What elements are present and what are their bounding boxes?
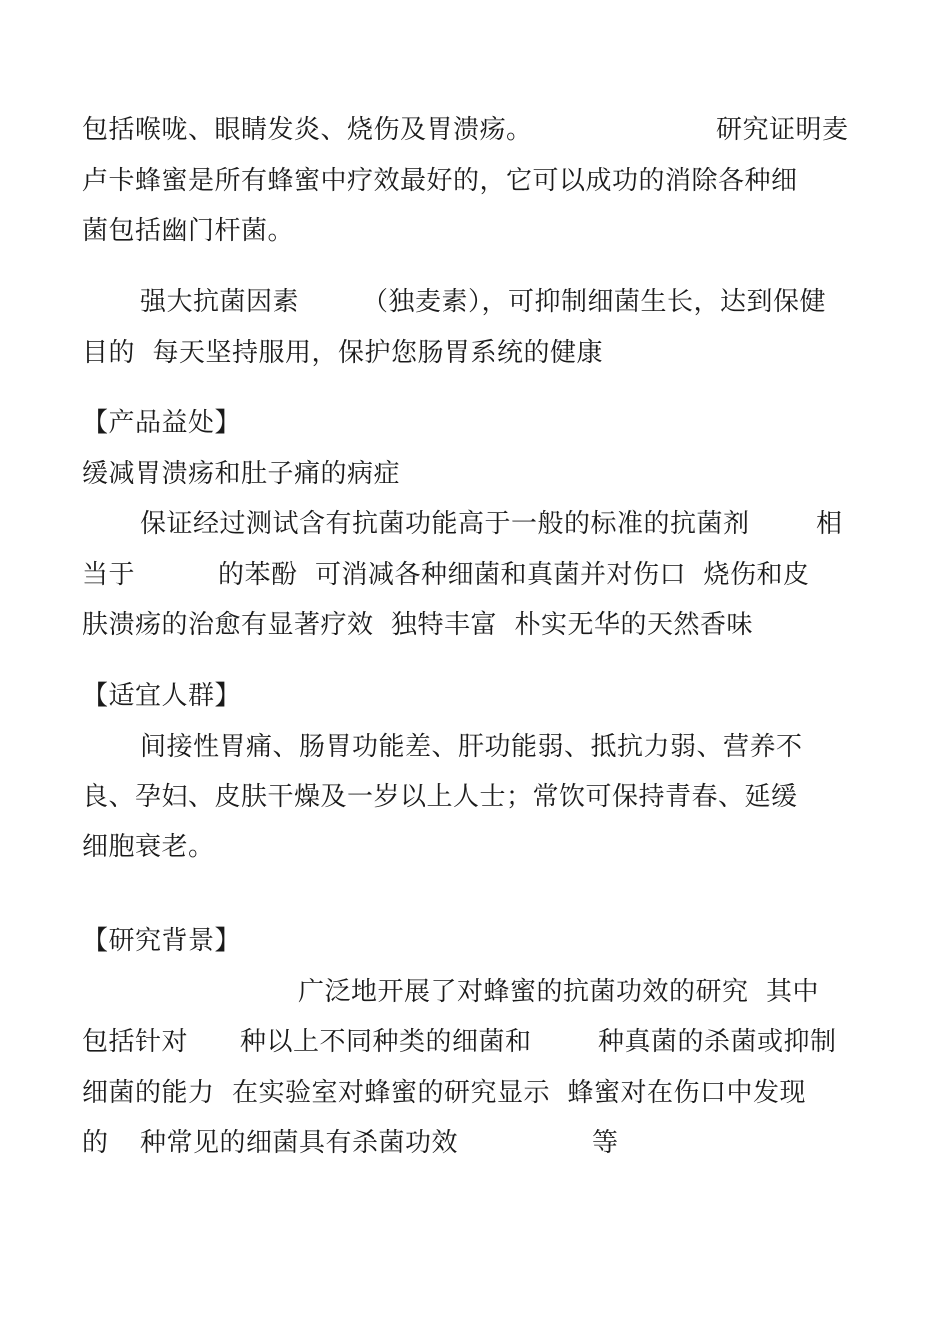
benefits-line-3-start: 当于 — [82, 560, 136, 590]
intro-line-1-tail: 研究证明麦 — [716, 115, 849, 145]
antibacterial-line-1-start: 强大抗菌因素 — [140, 287, 300, 317]
audience-line-2: 良、孕妇、皮肤干燥及一岁以上人士；常饮可保持青春、延缓 — [82, 782, 798, 812]
research-line-2-c: 种真菌的杀菌或抑制 — [598, 1027, 837, 1057]
research-line-1: 广泛地开展了对蜂蜜的抗菌功效的研究 其中 — [298, 977, 820, 1007]
intro-line-1: 包括喉咙、眼睛发炎、烧伤及胃溃疡。 — [82, 115, 533, 145]
research-line-4-a: 的 — [82, 1128, 109, 1158]
antibacterial-line-2: 目的 每天坚持服用，保护您肠胃系统的健康 — [82, 338, 604, 368]
research-heading: 【研究背景】 — [82, 926, 242, 956]
intro-line-3: 菌包括幽门杆菌。 — [82, 216, 295, 246]
benefits-line-1: 缓减胃溃疡和肚子痛的病症 — [82, 459, 401, 489]
research-line-4-c: 等 — [592, 1128, 619, 1158]
benefits-line-4: 肤溃疡的治愈有显著疗效 独特丰富 朴实无华的天然香味 — [82, 610, 754, 640]
research-line-3: 细菌的能力 在实验室对蜂蜜的研究显示 蜂蜜对在伤口中发现 — [82, 1078, 807, 1108]
benefits-line-2-tail: 相 — [816, 509, 843, 539]
research-line-2-a: 包括针对 — [82, 1027, 189, 1057]
antibacterial-line-1-end: （独麦素），可抑制细菌生长，达到保健 — [362, 287, 827, 317]
audience-line-1: 间接性胃痛、肠胃功能差、肝功能弱、抵抗力弱、营养不 — [140, 732, 803, 762]
benefits-heading: 【产品益处】 — [82, 408, 242, 438]
benefits-line-3-end: 的苯酚 可消减各种细菌和真菌并对伤口 烧伤和皮 — [218, 560, 810, 590]
audience-line-3: 细胞衰老。 — [82, 832, 215, 862]
benefits-line-2: 保证经过测试含有抗菌功能高于一般的标准的抗菌剂 — [140, 509, 750, 539]
research-line-2-b: 种以上不同种类的细菌和 — [240, 1027, 532, 1057]
audience-heading: 【适宜人群】 — [82, 681, 242, 711]
research-line-4-b: 种常见的细菌具有杀菌功效 — [140, 1128, 459, 1158]
intro-line-2: 卢卡蜂蜜是所有蜂蜜中疗效最好的，它可以成功的消除各种细 — [82, 166, 798, 196]
